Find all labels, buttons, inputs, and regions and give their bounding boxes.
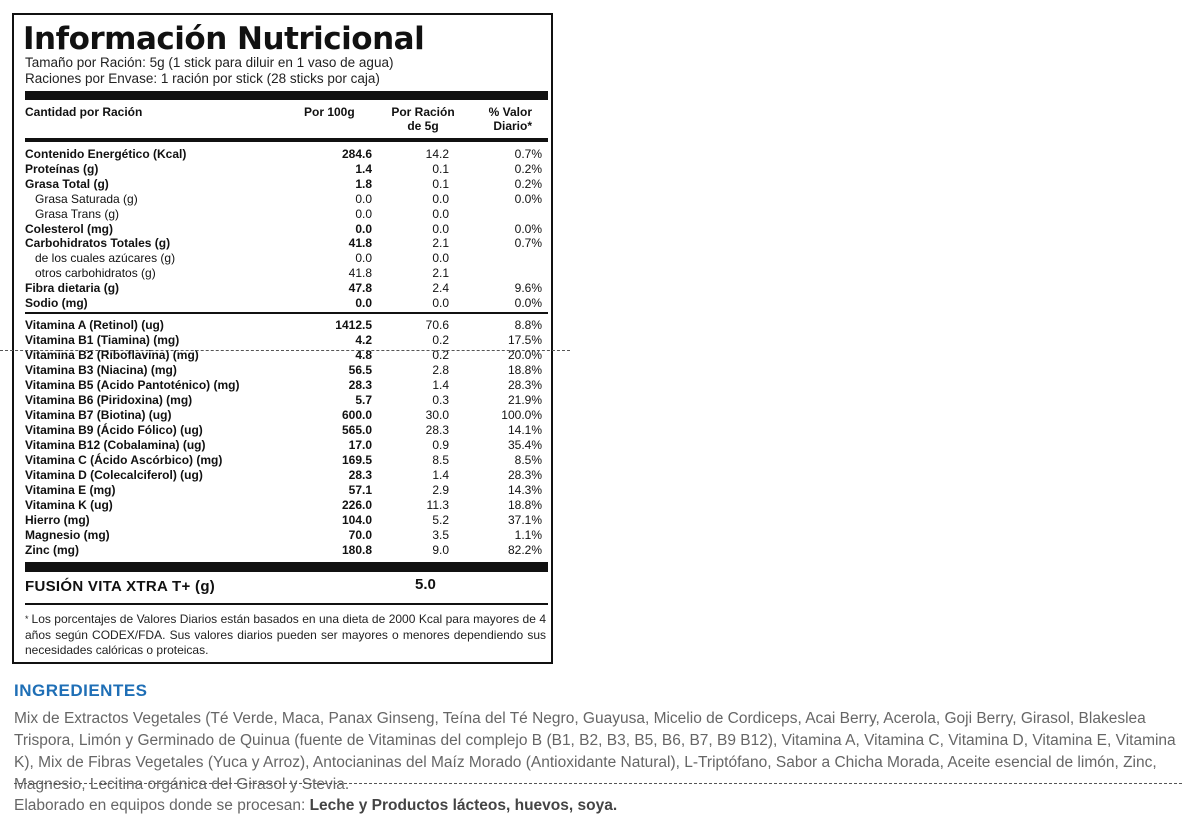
nutrient-row xyxy=(25,281,548,296)
daily-value-percent: 0.0% xyxy=(514,296,542,310)
value-per-serving: 0.9 xyxy=(432,438,449,452)
nutrition-facts-panel xyxy=(12,13,553,664)
value-per-100g: 169.5 xyxy=(341,453,372,467)
nutrient-row xyxy=(25,543,548,558)
nutrient-label: Vitamina K (ug) xyxy=(25,498,113,512)
daily-value-percent: 82.2% xyxy=(507,543,542,557)
nutrient-label: Grasa Trans (g) xyxy=(35,206,120,221)
header-per-serving-line2: de 5g xyxy=(407,119,439,133)
allergen-note xyxy=(14,795,617,817)
thick-divider-top xyxy=(25,91,548,100)
nutrient-row xyxy=(25,147,548,162)
value-per-serving: 0.2 xyxy=(432,348,449,362)
nutrient-row xyxy=(25,251,548,266)
nutrient-label: Grasa Total (g) xyxy=(25,176,109,191)
daily-value-percent: 35.4% xyxy=(507,438,542,452)
daily-value-percent: 28.3% xyxy=(507,468,542,482)
value-per-100g: 1412.5 xyxy=(335,318,372,332)
nutrient-row xyxy=(25,393,548,408)
daily-value-percent: 0.7% xyxy=(514,236,542,251)
value-per-100g: 70.0 xyxy=(348,528,372,542)
value-per-100g: 5.7 xyxy=(355,393,372,407)
value-per-100g: 180.8 xyxy=(341,543,372,557)
nutrient-label: Vitamina B7 (Biotina) (ug) xyxy=(25,408,172,422)
value-per-100g: 17.0 xyxy=(348,438,372,452)
ingredients-title: INGREDIENTES xyxy=(14,681,148,700)
nutrient-row xyxy=(25,236,548,251)
value-per-100g: 0.0 xyxy=(355,296,372,310)
value-per-100g: 41.8 xyxy=(348,266,372,281)
nutrient-row xyxy=(25,296,548,311)
nutrient-row xyxy=(25,468,548,483)
header-per-serving-line1: Por Ración xyxy=(391,105,455,119)
value-per-serving: 0.3 xyxy=(432,393,449,407)
value-per-serving: 2.8 xyxy=(432,363,449,377)
value-per-100g: 1.8 xyxy=(355,176,372,191)
nutrient-label: Zinc (mg) xyxy=(25,543,79,557)
value-per-100g: 0.0 xyxy=(355,191,372,206)
nutrient-row xyxy=(25,207,548,222)
nutrient-label: Sodio (mg) xyxy=(25,296,88,310)
value-per-serving: 0.0 xyxy=(432,206,449,221)
daily-value-percent: 0.0% xyxy=(514,221,542,236)
panel-title: Información Nutricional xyxy=(23,21,425,57)
nutrient-row xyxy=(25,318,548,333)
nutrient-row xyxy=(25,528,548,543)
nutrient-row xyxy=(25,162,548,177)
daily-value-percent: 20.0% xyxy=(507,348,542,362)
value-per-100g: 41.8 xyxy=(348,236,372,251)
value-per-serving: 0.0 xyxy=(432,191,449,206)
nutrient-label: Vitamina B1 (Tiamina) (mg) xyxy=(25,333,180,347)
thick-divider-bottom xyxy=(25,562,548,572)
value-per-100g: 28.3 xyxy=(348,468,372,482)
value-per-100g: 4.8 xyxy=(355,348,372,362)
daily-value-percent: 8.8% xyxy=(514,318,542,332)
daily-value-percent: 0.2% xyxy=(514,176,542,191)
daily-value-percent: 9.6% xyxy=(514,281,542,296)
nutrient-row xyxy=(25,192,548,207)
value-per-serving: 9.0 xyxy=(432,543,449,557)
value-per-serving: 1.4 xyxy=(432,468,449,482)
value-per-serving: 28.3 xyxy=(425,423,449,437)
divider-header xyxy=(25,138,548,142)
value-per-100g: 0.0 xyxy=(355,206,372,221)
daily-value-percent: 0.7% xyxy=(514,147,542,161)
nutrient-label: Vitamina D (Colecalciferol) (ug) xyxy=(25,468,203,482)
value-per-serving: 2.1 xyxy=(432,236,449,251)
nutrient-label: Vitamina C (Ácido Ascórbico) (mg) xyxy=(25,453,223,467)
value-per-100g: 0.0 xyxy=(355,221,372,236)
value-per-serving: 5.2 xyxy=(432,513,449,527)
nutrient-row xyxy=(25,408,548,423)
allergen-prefix: Elaborado en equipos donde se procesan: xyxy=(14,797,306,814)
divider-vitamins xyxy=(25,312,548,314)
daily-value-percent: 0.0% xyxy=(514,191,542,206)
nutrient-row xyxy=(25,177,548,192)
value-per-serving: 2.1 xyxy=(432,266,449,281)
nutrient-label: Proteínas (g) xyxy=(25,161,99,176)
header-dv-line2: Diario* xyxy=(493,119,532,133)
dashed-guide-line xyxy=(0,350,570,351)
value-per-serving: 14.2 xyxy=(425,147,449,161)
daily-value-percent: 21.9% xyxy=(507,393,542,407)
value-per-100g: 284.6 xyxy=(341,147,372,161)
value-per-serving: 70.6 xyxy=(425,318,449,332)
value-per-100g: 57.1 xyxy=(348,483,372,497)
nutrient-label: Vitamina A (Retinol) (ug) xyxy=(25,318,164,332)
nutrient-row xyxy=(25,498,548,513)
header-per100: Por 100g xyxy=(304,105,355,119)
nutrient-row xyxy=(25,513,548,528)
value-per-100g: 1.4 xyxy=(355,161,372,176)
nutrient-row xyxy=(25,438,548,453)
value-per-100g: 4.2 xyxy=(355,333,372,347)
nutrient-label: Fibra dietaria (g) xyxy=(25,281,120,296)
footnote-mark: * xyxy=(25,614,29,624)
daily-value-percent: 14.3% xyxy=(507,483,542,497)
value-per-serving: 1.4 xyxy=(432,378,449,392)
nutrient-label: Colesterol (mg) xyxy=(25,221,114,236)
value-per-serving: 0.1 xyxy=(432,176,449,191)
nutrient-label: Contenido Energético (Kcal) xyxy=(25,147,187,161)
value-per-100g: 47.8 xyxy=(348,281,372,296)
divider-footnote xyxy=(25,603,548,605)
value-per-serving: 0.1 xyxy=(432,161,449,176)
nutrient-row xyxy=(25,363,548,378)
value-per-serving: 0.2 xyxy=(432,333,449,347)
value-per-100g: 226.0 xyxy=(341,498,372,512)
daily-value-percent: 17.5% xyxy=(507,333,542,347)
nutrient-label: Vitamina B12 (Cobalamina) (ug) xyxy=(25,438,206,452)
value-per-serving: 11.3 xyxy=(426,498,449,512)
nutrient-row xyxy=(25,453,548,468)
nutrient-label: Hierro (mg) xyxy=(25,513,90,527)
daily-value-percent: 0.2% xyxy=(514,161,542,176)
ingredients-text: Mix de Extractos Vegetales (Té Verde, Maca, Panax Ginseng, Teína del Té Negro, Guayusa, Micelio de Cordiceps, Acai Berry, Acerola, Goji Berry, Girasol, Blakeslea Trispora, Limón y Germinado de Quinua (fuente de Vitaminas del complejo B (B1, B2, B3, B5, B6, B7, B9 B12), Vitamina A, Vitamina C, Vitamina D, Vitamina E, Vitamina K), Mix de Fibras Vegetales (Yuca y Arroz), Antocianinas del Maíz Morado (Antioxidante Natural), L-Triptófano, Sabor a Chicha Morada, Aceite esencial de limón, Zinc, Magnesio, Lecitina orgánica del Girasol y Stevia. xyxy=(14,710,1176,793)
nutrient-label: Vitamina B3 (Niacina) (mg) xyxy=(25,363,177,377)
daily-value-percent: 1.1% xyxy=(514,528,542,542)
header-dv-line1: % Valor xyxy=(488,105,532,119)
nutrient-label: Vitamina B9 (Ácido Fólico) (ug) xyxy=(25,423,203,437)
fusion-value: 5.0 xyxy=(415,576,436,593)
nutrient-row xyxy=(25,483,548,498)
header-amount: Cantidad por Ración xyxy=(25,105,143,119)
nutrient-label: Vitamina B5 (Acido Pantoténico) (mg) xyxy=(25,378,240,392)
daily-value-percent: 18.8% xyxy=(507,363,542,377)
daily-value-percent: 8.5% xyxy=(514,453,542,467)
nutrient-label: Vitamina B6 (Piridoxina) (mg) xyxy=(25,393,193,407)
nutrient-label: Vitamina E (mg) xyxy=(25,483,116,497)
value-per-serving: 30.0 xyxy=(425,408,449,422)
dashed-guide-line-bottom xyxy=(14,783,1182,784)
nutrient-row xyxy=(25,266,548,281)
value-per-100g: 0.0 xyxy=(355,251,372,266)
nutrient-label: otros carbohidratos (g) xyxy=(35,266,156,281)
daily-value-percent: 14.1% xyxy=(507,423,542,437)
value-per-100g: 600.0 xyxy=(341,408,372,422)
fusion-label: FUSIÓN VITA XTRA T+ (g) xyxy=(25,578,216,595)
nutrient-row xyxy=(25,222,548,237)
nutrient-row xyxy=(25,333,548,348)
nutrient-label: Grasa Saturada (g) xyxy=(35,191,138,206)
header-daily-value xyxy=(484,105,532,133)
footnote-text: Los porcentajes de Valores Diarios están basados en una dieta de 2000 Kcal para mayores de 4 años según CODEX/FDA. Sus valores diarios pueden ser mayores o menores dependiendo sus necesidades calóricas o proteicas. xyxy=(25,612,546,657)
daily-value-percent: 28.3% xyxy=(507,378,542,392)
value-per-serving: 8.5 xyxy=(432,453,449,467)
value-per-100g: 565.0 xyxy=(341,423,372,437)
value-per-serving: 0.0 xyxy=(432,221,449,236)
value-per-100g: 28.3 xyxy=(348,378,372,392)
nutrient-label: de los cuales azúcares (g) xyxy=(35,251,176,266)
daily-value-percent: 100.0% xyxy=(501,408,542,422)
value-per-serving: 2.9 xyxy=(432,483,449,497)
value-per-serving: 0.0 xyxy=(432,296,449,310)
value-per-serving: 0.0 xyxy=(432,251,449,266)
daily-value-percent: 37.1% xyxy=(507,513,542,527)
allergen-list: Leche y Productos lácteos, huevos, soya. xyxy=(309,797,618,814)
nutrient-row xyxy=(25,423,548,438)
nutrient-label: Vitamina B2 (Riboflavina) (mg) xyxy=(25,348,199,362)
value-per-100g: 104.0 xyxy=(341,513,372,527)
servings-per-container: Raciones por Envase: 1 ración por stick (28 sticks por caja) xyxy=(25,71,380,86)
daily-value-percent: 18.8% xyxy=(507,498,542,512)
value-per-100g: 56.5 xyxy=(348,363,372,377)
footnote xyxy=(25,612,546,659)
serving-size: Tamaño por Ración: 5g (1 stick para diluir en 1 vaso de agua) xyxy=(25,55,394,70)
value-per-serving: 3.5 xyxy=(432,528,449,542)
nutrient-label: Magnesio (mg) xyxy=(25,528,110,542)
value-per-serving: 2.4 xyxy=(432,281,449,296)
nutrient-row xyxy=(25,378,548,393)
nutrient-label: Carbohidratos Totales (g) xyxy=(25,236,171,251)
header-per-serving xyxy=(388,105,458,133)
